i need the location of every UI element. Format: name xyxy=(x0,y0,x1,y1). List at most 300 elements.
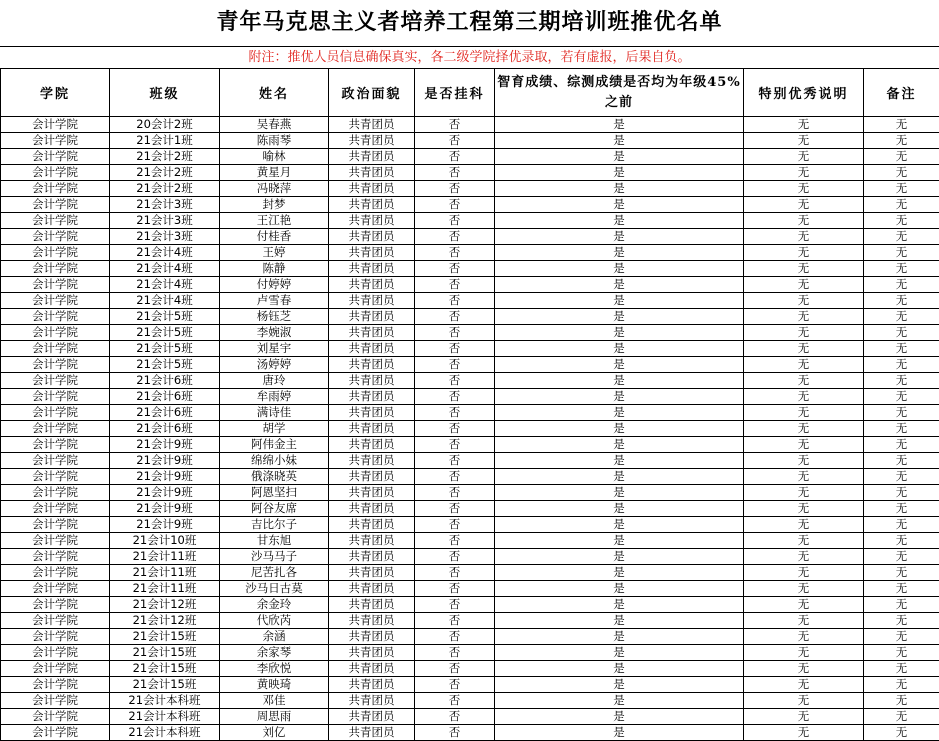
cell-political-status[interactable]: 共青团员 xyxy=(329,133,415,149)
cell-political-status[interactable]: 共青团员 xyxy=(329,117,415,133)
col-header-grade-rank[interactable]: 智育成绩、综测成绩是否均为年级45%之前 xyxy=(495,69,744,117)
cell-grade-rank[interactable]: 是 xyxy=(495,565,744,581)
cell-name[interactable]: 刘星宇 xyxy=(220,341,329,357)
cell-class[interactable]: 21会计2班 xyxy=(110,181,220,197)
cell-political-status[interactable]: 共青团员 xyxy=(329,693,415,709)
cell-failed-course[interactable]: 否 xyxy=(415,693,495,709)
cell-remarks[interactable]: 无 xyxy=(864,709,939,725)
cell-name[interactable]: 王江艳 xyxy=(220,213,329,229)
cell-class[interactable]: 21会计2班 xyxy=(110,149,220,165)
cell-class[interactable]: 21会计6班 xyxy=(110,373,220,389)
cell-college[interactable]: 会计学院 xyxy=(1,565,110,581)
cell-class[interactable]: 21会计4班 xyxy=(110,245,220,261)
cell-grade-rank[interactable]: 是 xyxy=(495,405,744,421)
cell-excellence-note[interactable]: 无 xyxy=(744,117,864,133)
cell-remarks[interactable]: 无 xyxy=(864,629,939,645)
cell-grade-rank[interactable]: 是 xyxy=(495,341,744,357)
cell-remarks[interactable]: 无 xyxy=(864,277,939,293)
cell-class[interactable]: 21会计5班 xyxy=(110,325,220,341)
cell-grade-rank[interactable]: 是 xyxy=(495,165,744,181)
cell-political-status[interactable]: 共青团员 xyxy=(329,293,415,309)
cell-class[interactable]: 21会计本科班 xyxy=(110,725,220,741)
cell-grade-rank[interactable]: 是 xyxy=(495,629,744,645)
cell-remarks[interactable]: 无 xyxy=(864,469,939,485)
cell-failed-course[interactable]: 否 xyxy=(415,133,495,149)
cell-college[interactable]: 会计学院 xyxy=(1,517,110,533)
cell-name[interactable]: 沙马日古莫 xyxy=(220,581,329,597)
cell-excellence-note[interactable]: 无 xyxy=(744,629,864,645)
cell-excellence-note[interactable]: 无 xyxy=(744,549,864,565)
cell-excellence-note[interactable]: 无 xyxy=(744,469,864,485)
cell-failed-course[interactable]: 否 xyxy=(415,293,495,309)
cell-class[interactable]: 21会计1班 xyxy=(110,133,220,149)
cell-class[interactable]: 21会计9班 xyxy=(110,453,220,469)
cell-grade-rank[interactable]: 是 xyxy=(495,453,744,469)
cell-class[interactable]: 21会计12班 xyxy=(110,597,220,613)
cell-name[interactable]: 喻林 xyxy=(220,149,329,165)
cell-remarks[interactable]: 无 xyxy=(864,133,939,149)
cell-name[interactable]: 卢雪春 xyxy=(220,293,329,309)
cell-excellence-note[interactable]: 无 xyxy=(744,597,864,613)
cell-failed-course[interactable]: 否 xyxy=(415,677,495,693)
cell-college[interactable]: 会计学院 xyxy=(1,165,110,181)
cell-excellence-note[interactable]: 无 xyxy=(744,389,864,405)
cell-name[interactable]: 俄涤晓英 xyxy=(220,469,329,485)
cell-failed-course[interactable]: 否 xyxy=(415,325,495,341)
cell-name[interactable]: 满诗佳 xyxy=(220,405,329,421)
cell-excellence-note[interactable]: 无 xyxy=(744,501,864,517)
cell-name[interactable]: 付婷婷 xyxy=(220,277,329,293)
cell-failed-course[interactable]: 否 xyxy=(415,453,495,469)
cell-political-status[interactable]: 共青团员 xyxy=(329,277,415,293)
cell-remarks[interactable]: 无 xyxy=(864,517,939,533)
cell-grade-rank[interactable]: 是 xyxy=(495,133,744,149)
cell-class[interactable]: 21会计12班 xyxy=(110,613,220,629)
cell-political-status[interactable]: 共青团员 xyxy=(329,709,415,725)
cell-name[interactable]: 邓佳 xyxy=(220,693,329,709)
cell-excellence-note[interactable]: 无 xyxy=(744,405,864,421)
cell-grade-rank[interactable]: 是 xyxy=(495,693,744,709)
cell-political-status[interactable]: 共青团员 xyxy=(329,245,415,261)
cell-class[interactable]: 21会计9班 xyxy=(110,437,220,453)
cell-class[interactable]: 21会计6班 xyxy=(110,421,220,437)
cell-name[interactable]: 吉比尔子 xyxy=(220,517,329,533)
cell-class[interactable]: 20会计2班 xyxy=(110,117,220,133)
cell-remarks[interactable]: 无 xyxy=(864,645,939,661)
cell-class[interactable]: 21会计4班 xyxy=(110,261,220,277)
cell-excellence-note[interactable]: 无 xyxy=(744,197,864,213)
cell-name[interactable]: 沙马马子 xyxy=(220,549,329,565)
cell-grade-rank[interactable]: 是 xyxy=(495,213,744,229)
cell-failed-course[interactable]: 否 xyxy=(415,581,495,597)
cell-name[interactable]: 冯晓萍 xyxy=(220,181,329,197)
cell-remarks[interactable]: 无 xyxy=(864,213,939,229)
cell-college[interactable]: 会计学院 xyxy=(1,405,110,421)
cell-political-status[interactable]: 共青团员 xyxy=(329,485,415,501)
cell-remarks[interactable]: 无 xyxy=(864,293,939,309)
cell-remarks[interactable]: 无 xyxy=(864,245,939,261)
cell-college[interactable]: 会计学院 xyxy=(1,421,110,437)
cell-failed-course[interactable]: 否 xyxy=(415,533,495,549)
cell-name[interactable]: 牟雨婷 xyxy=(220,389,329,405)
cell-grade-rank[interactable]: 是 xyxy=(495,373,744,389)
cell-class[interactable]: 21会计11班 xyxy=(110,565,220,581)
cell-remarks[interactable]: 无 xyxy=(864,197,939,213)
cell-college[interactable]: 会计学院 xyxy=(1,645,110,661)
cell-grade-rank[interactable]: 是 xyxy=(495,597,744,613)
cell-political-status[interactable]: 共青团员 xyxy=(329,453,415,469)
cell-excellence-note[interactable]: 无 xyxy=(744,277,864,293)
cell-grade-rank[interactable]: 是 xyxy=(495,501,744,517)
cell-failed-course[interactable]: 否 xyxy=(415,565,495,581)
cell-remarks[interactable]: 无 xyxy=(864,533,939,549)
cell-failed-course[interactable]: 否 xyxy=(415,149,495,165)
cell-political-status[interactable]: 共青团员 xyxy=(329,373,415,389)
cell-political-status[interactable]: 共青团员 xyxy=(329,645,415,661)
cell-political-status[interactable]: 共青团员 xyxy=(329,357,415,373)
cell-grade-rank[interactable]: 是 xyxy=(495,645,744,661)
cell-remarks[interactable]: 无 xyxy=(864,597,939,613)
col-header-remarks[interactable]: 备注 xyxy=(864,69,939,117)
cell-remarks[interactable]: 无 xyxy=(864,357,939,373)
cell-class[interactable]: 21会计5班 xyxy=(110,357,220,373)
cell-political-status[interactable]: 共青团员 xyxy=(329,341,415,357)
cell-remarks[interactable]: 无 xyxy=(864,373,939,389)
cell-political-status[interactable]: 共青团员 xyxy=(329,725,415,741)
cell-remarks[interactable]: 无 xyxy=(864,453,939,469)
cell-college[interactable]: 会计学院 xyxy=(1,293,110,309)
cell-class[interactable]: 21会计6班 xyxy=(110,389,220,405)
cell-excellence-note[interactable]: 无 xyxy=(744,725,864,741)
cell-political-status[interactable]: 共青团员 xyxy=(329,325,415,341)
cell-college[interactable]: 会计学院 xyxy=(1,549,110,565)
cell-college[interactable]: 会计学院 xyxy=(1,613,110,629)
cell-class[interactable]: 21会计4班 xyxy=(110,293,220,309)
cell-college[interactable]: 会计学院 xyxy=(1,341,110,357)
cell-excellence-note[interactable]: 无 xyxy=(744,533,864,549)
cell-class[interactable]: 21会计11班 xyxy=(110,581,220,597)
cell-name[interactable]: 余金玲 xyxy=(220,597,329,613)
cell-name[interactable]: 黄星月 xyxy=(220,165,329,181)
cell-college[interactable]: 会计学院 xyxy=(1,133,110,149)
cell-political-status[interactable]: 共青团员 xyxy=(329,149,415,165)
cell-college[interactable]: 会计学院 xyxy=(1,357,110,373)
cell-name[interactable]: 黄映琦 xyxy=(220,677,329,693)
cell-excellence-note[interactable]: 无 xyxy=(744,165,864,181)
cell-remarks[interactable]: 无 xyxy=(864,181,939,197)
cell-excellence-note[interactable]: 无 xyxy=(744,613,864,629)
cell-excellence-note[interactable]: 无 xyxy=(744,581,864,597)
cell-name[interactable]: 余涵 xyxy=(220,629,329,645)
cell-failed-course[interactable]: 否 xyxy=(415,501,495,517)
cell-name[interactable]: 陈雨琴 xyxy=(220,133,329,149)
cell-grade-rank[interactable]: 是 xyxy=(495,357,744,373)
cell-remarks[interactable]: 无 xyxy=(864,677,939,693)
cell-failed-course[interactable]: 否 xyxy=(415,437,495,453)
col-header-college[interactable]: 学院 xyxy=(1,69,110,117)
cell-college[interactable]: 会计学院 xyxy=(1,725,110,741)
cell-remarks[interactable]: 无 xyxy=(864,485,939,501)
cell-college[interactable]: 会计学院 xyxy=(1,229,110,245)
cell-college[interactable]: 会计学院 xyxy=(1,117,110,133)
col-header-name[interactable]: 姓名 xyxy=(220,69,329,117)
cell-failed-course[interactable]: 否 xyxy=(415,389,495,405)
cell-political-status[interactable]: 共青团员 xyxy=(329,661,415,677)
cell-remarks[interactable]: 无 xyxy=(864,165,939,181)
cell-grade-rank[interactable]: 是 xyxy=(495,197,744,213)
cell-failed-course[interactable]: 否 xyxy=(415,309,495,325)
cell-class[interactable]: 21会计15班 xyxy=(110,661,220,677)
cell-class[interactable]: 21会计9班 xyxy=(110,469,220,485)
cell-excellence-note[interactable]: 无 xyxy=(744,709,864,725)
cell-excellence-note[interactable]: 无 xyxy=(744,693,864,709)
cell-excellence-note[interactable]: 无 xyxy=(744,245,864,261)
cell-grade-rank[interactable]: 是 xyxy=(495,117,744,133)
cell-college[interactable]: 会计学院 xyxy=(1,261,110,277)
cell-political-status[interactable]: 共青团员 xyxy=(329,165,415,181)
cell-failed-course[interactable]: 否 xyxy=(415,277,495,293)
cell-remarks[interactable]: 无 xyxy=(864,581,939,597)
cell-political-status[interactable]: 共青团员 xyxy=(329,421,415,437)
cell-political-status[interactable]: 共青团员 xyxy=(329,405,415,421)
cell-name[interactable]: 绵绵小妹 xyxy=(220,453,329,469)
cell-grade-rank[interactable]: 是 xyxy=(495,181,744,197)
cell-remarks[interactable]: 无 xyxy=(864,725,939,741)
cell-name[interactable]: 汤婷婷 xyxy=(220,357,329,373)
cell-remarks[interactable]: 无 xyxy=(864,309,939,325)
cell-excellence-note[interactable]: 无 xyxy=(744,229,864,245)
cell-excellence-note[interactable]: 无 xyxy=(744,565,864,581)
cell-remarks[interactable]: 无 xyxy=(864,405,939,421)
cell-grade-rank[interactable]: 是 xyxy=(495,469,744,485)
cell-failed-course[interactable]: 否 xyxy=(415,341,495,357)
cell-grade-rank[interactable]: 是 xyxy=(495,725,744,741)
cell-failed-course[interactable]: 否 xyxy=(415,549,495,565)
cell-remarks[interactable]: 无 xyxy=(864,613,939,629)
cell-excellence-note[interactable]: 无 xyxy=(744,645,864,661)
cell-class[interactable]: 21会计3班 xyxy=(110,213,220,229)
cell-class[interactable]: 21会计9班 xyxy=(110,485,220,501)
cell-excellence-note[interactable]: 无 xyxy=(744,133,864,149)
cell-grade-rank[interactable]: 是 xyxy=(495,709,744,725)
cell-college[interactable]: 会计学院 xyxy=(1,149,110,165)
cell-grade-rank[interactable]: 是 xyxy=(495,245,744,261)
cell-class[interactable]: 21会计3班 xyxy=(110,197,220,213)
cell-grade-rank[interactable]: 是 xyxy=(495,485,744,501)
cell-excellence-note[interactable]: 无 xyxy=(744,149,864,165)
cell-excellence-note[interactable]: 无 xyxy=(744,453,864,469)
cell-remarks[interactable]: 无 xyxy=(864,229,939,245)
cell-name[interactable]: 阿伟金主 xyxy=(220,437,329,453)
cell-class[interactable]: 21会计本科班 xyxy=(110,693,220,709)
cell-college[interactable]: 会计学院 xyxy=(1,197,110,213)
cell-failed-course[interactable]: 否 xyxy=(415,405,495,421)
cell-college[interactable]: 会计学院 xyxy=(1,533,110,549)
cell-grade-rank[interactable]: 是 xyxy=(495,533,744,549)
cell-political-status[interactable]: 共青团员 xyxy=(329,469,415,485)
cell-name[interactable]: 李婉淑 xyxy=(220,325,329,341)
cell-political-status[interactable]: 共青团员 xyxy=(329,581,415,597)
cell-college[interactable]: 会计学院 xyxy=(1,181,110,197)
cell-name[interactable]: 付桂香 xyxy=(220,229,329,245)
cell-class[interactable]: 21会计15班 xyxy=(110,645,220,661)
cell-grade-rank[interactable]: 是 xyxy=(495,309,744,325)
cell-name[interactable]: 王婷 xyxy=(220,245,329,261)
cell-college[interactable]: 会计学院 xyxy=(1,373,110,389)
cell-grade-rank[interactable]: 是 xyxy=(495,277,744,293)
cell-remarks[interactable]: 无 xyxy=(864,341,939,357)
cell-college[interactable]: 会计学院 xyxy=(1,325,110,341)
cell-college[interactable]: 会计学院 xyxy=(1,709,110,725)
cell-excellence-note[interactable]: 无 xyxy=(744,661,864,677)
cell-remarks[interactable]: 无 xyxy=(864,501,939,517)
cell-grade-rank[interactable]: 是 xyxy=(495,437,744,453)
col-header-excellence-note[interactable]: 特别优秀说明 xyxy=(744,69,864,117)
cell-grade-rank[interactable]: 是 xyxy=(495,261,744,277)
cell-political-status[interactable]: 共青团员 xyxy=(329,437,415,453)
cell-grade-rank[interactable]: 是 xyxy=(495,549,744,565)
cell-failed-course[interactable]: 否 xyxy=(415,645,495,661)
cell-college[interactable]: 会计学院 xyxy=(1,213,110,229)
cell-college[interactable]: 会计学院 xyxy=(1,309,110,325)
cell-remarks[interactable]: 无 xyxy=(864,421,939,437)
cell-remarks[interactable]: 无 xyxy=(864,325,939,341)
cell-name[interactable]: 陈静 xyxy=(220,261,329,277)
cell-failed-course[interactable]: 否 xyxy=(415,597,495,613)
cell-college[interactable]: 会计学院 xyxy=(1,661,110,677)
cell-name[interactable]: 李欣悦 xyxy=(220,661,329,677)
cell-political-status[interactable]: 共青团员 xyxy=(329,389,415,405)
cell-grade-rank[interactable]: 是 xyxy=(495,421,744,437)
cell-failed-course[interactable]: 否 xyxy=(415,117,495,133)
cell-name[interactable]: 吴春燕 xyxy=(220,117,329,133)
cell-remarks[interactable]: 无 xyxy=(864,389,939,405)
cell-name[interactable]: 尼苦扎各 xyxy=(220,565,329,581)
cell-college[interactable]: 会计学院 xyxy=(1,453,110,469)
cell-remarks[interactable]: 无 xyxy=(864,565,939,581)
cell-remarks[interactable]: 无 xyxy=(864,661,939,677)
cell-grade-rank[interactable]: 是 xyxy=(495,229,744,245)
cell-grade-rank[interactable]: 是 xyxy=(495,149,744,165)
cell-political-status[interactable]: 共青团员 xyxy=(329,613,415,629)
cell-grade-rank[interactable]: 是 xyxy=(495,581,744,597)
cell-college[interactable]: 会计学院 xyxy=(1,693,110,709)
cell-excellence-note[interactable]: 无 xyxy=(744,677,864,693)
cell-class[interactable]: 21会计11班 xyxy=(110,549,220,565)
cell-failed-course[interactable]: 否 xyxy=(415,197,495,213)
cell-name[interactable]: 胡学 xyxy=(220,421,329,437)
cell-excellence-note[interactable]: 无 xyxy=(744,357,864,373)
cell-college[interactable]: 会计学院 xyxy=(1,597,110,613)
cell-political-status[interactable]: 共青团员 xyxy=(329,181,415,197)
cell-failed-course[interactable]: 否 xyxy=(415,213,495,229)
cell-remarks[interactable]: 无 xyxy=(864,437,939,453)
col-header-failed-course[interactable]: 是否挂科 xyxy=(415,69,495,117)
cell-political-status[interactable]: 共青团员 xyxy=(329,309,415,325)
cell-class[interactable]: 21会计10班 xyxy=(110,533,220,549)
cell-political-status[interactable]: 共青团员 xyxy=(329,565,415,581)
cell-failed-course[interactable]: 否 xyxy=(415,661,495,677)
cell-failed-course[interactable]: 否 xyxy=(415,229,495,245)
cell-excellence-note[interactable]: 无 xyxy=(744,517,864,533)
col-header-political-status[interactable]: 政治面貌 xyxy=(329,69,415,117)
cell-failed-course[interactable]: 否 xyxy=(415,613,495,629)
cell-political-status[interactable]: 共青团员 xyxy=(329,501,415,517)
cell-failed-course[interactable]: 否 xyxy=(415,629,495,645)
cell-grade-rank[interactable]: 是 xyxy=(495,661,744,677)
cell-college[interactable]: 会计学院 xyxy=(1,277,110,293)
cell-college[interactable]: 会计学院 xyxy=(1,501,110,517)
cell-grade-rank[interactable]: 是 xyxy=(495,613,744,629)
cell-failed-course[interactable]: 否 xyxy=(415,181,495,197)
cell-remarks[interactable]: 无 xyxy=(864,149,939,165)
cell-excellence-note[interactable]: 无 xyxy=(744,261,864,277)
cell-class[interactable]: 21会计6班 xyxy=(110,405,220,421)
col-header-class[interactable]: 班级 xyxy=(110,69,220,117)
cell-class[interactable]: 21会计5班 xyxy=(110,309,220,325)
cell-grade-rank[interactable]: 是 xyxy=(495,677,744,693)
cell-excellence-note[interactable]: 无 xyxy=(744,325,864,341)
cell-college[interactable]: 会计学院 xyxy=(1,245,110,261)
cell-political-status[interactable]: 共青团员 xyxy=(329,677,415,693)
cell-name[interactable]: 刘亿 xyxy=(220,725,329,741)
cell-class[interactable]: 21会计15班 xyxy=(110,677,220,693)
cell-college[interactable]: 会计学院 xyxy=(1,389,110,405)
cell-class[interactable]: 21会计2班 xyxy=(110,165,220,181)
cell-name[interactable]: 阿恩坚扫 xyxy=(220,485,329,501)
cell-remarks[interactable]: 无 xyxy=(864,117,939,133)
cell-remarks[interactable]: 无 xyxy=(864,549,939,565)
cell-class[interactable]: 21会计4班 xyxy=(110,277,220,293)
cell-excellence-note[interactable]: 无 xyxy=(744,309,864,325)
cell-political-status[interactable]: 共青团员 xyxy=(329,197,415,213)
cell-failed-course[interactable]: 否 xyxy=(415,469,495,485)
cell-political-status[interactable]: 共青团员 xyxy=(329,533,415,549)
cell-grade-rank[interactable]: 是 xyxy=(495,517,744,533)
cell-class[interactable]: 21会计本科班 xyxy=(110,709,220,725)
cell-college[interactable]: 会计学院 xyxy=(1,485,110,501)
cell-name[interactable]: 余家琴 xyxy=(220,645,329,661)
cell-failed-course[interactable]: 否 xyxy=(415,725,495,741)
cell-grade-rank[interactable]: 是 xyxy=(495,389,744,405)
cell-political-status[interactable]: 共青团员 xyxy=(329,213,415,229)
cell-excellence-note[interactable]: 无 xyxy=(744,213,864,229)
cell-political-status[interactable]: 共青团员 xyxy=(329,597,415,613)
cell-excellence-note[interactable]: 无 xyxy=(744,293,864,309)
cell-class[interactable]: 21会计3班 xyxy=(110,229,220,245)
cell-excellence-note[interactable]: 无 xyxy=(744,181,864,197)
cell-failed-course[interactable]: 否 xyxy=(415,517,495,533)
cell-remarks[interactable]: 无 xyxy=(864,261,939,277)
cell-college[interactable]: 会计学院 xyxy=(1,437,110,453)
cell-failed-course[interactable]: 否 xyxy=(415,485,495,501)
cell-political-status[interactable]: 共青团员 xyxy=(329,229,415,245)
cell-college[interactable]: 会计学院 xyxy=(1,677,110,693)
cell-political-status[interactable]: 共青团员 xyxy=(329,517,415,533)
cell-name[interactable]: 代欣芮 xyxy=(220,613,329,629)
cell-college[interactable]: 会计学院 xyxy=(1,469,110,485)
cell-name[interactable]: 杨钰芝 xyxy=(220,309,329,325)
cell-failed-course[interactable]: 否 xyxy=(415,373,495,389)
cell-failed-course[interactable]: 否 xyxy=(415,421,495,437)
cell-class[interactable]: 21会计15班 xyxy=(110,629,220,645)
cell-grade-rank[interactable]: 是 xyxy=(495,325,744,341)
cell-failed-course[interactable]: 否 xyxy=(415,165,495,181)
cell-failed-course[interactable]: 否 xyxy=(415,245,495,261)
cell-name[interactable]: 阿谷友席 xyxy=(220,501,329,517)
cell-college[interactable]: 会计学院 xyxy=(1,629,110,645)
cell-name[interactable]: 封梦 xyxy=(220,197,329,213)
